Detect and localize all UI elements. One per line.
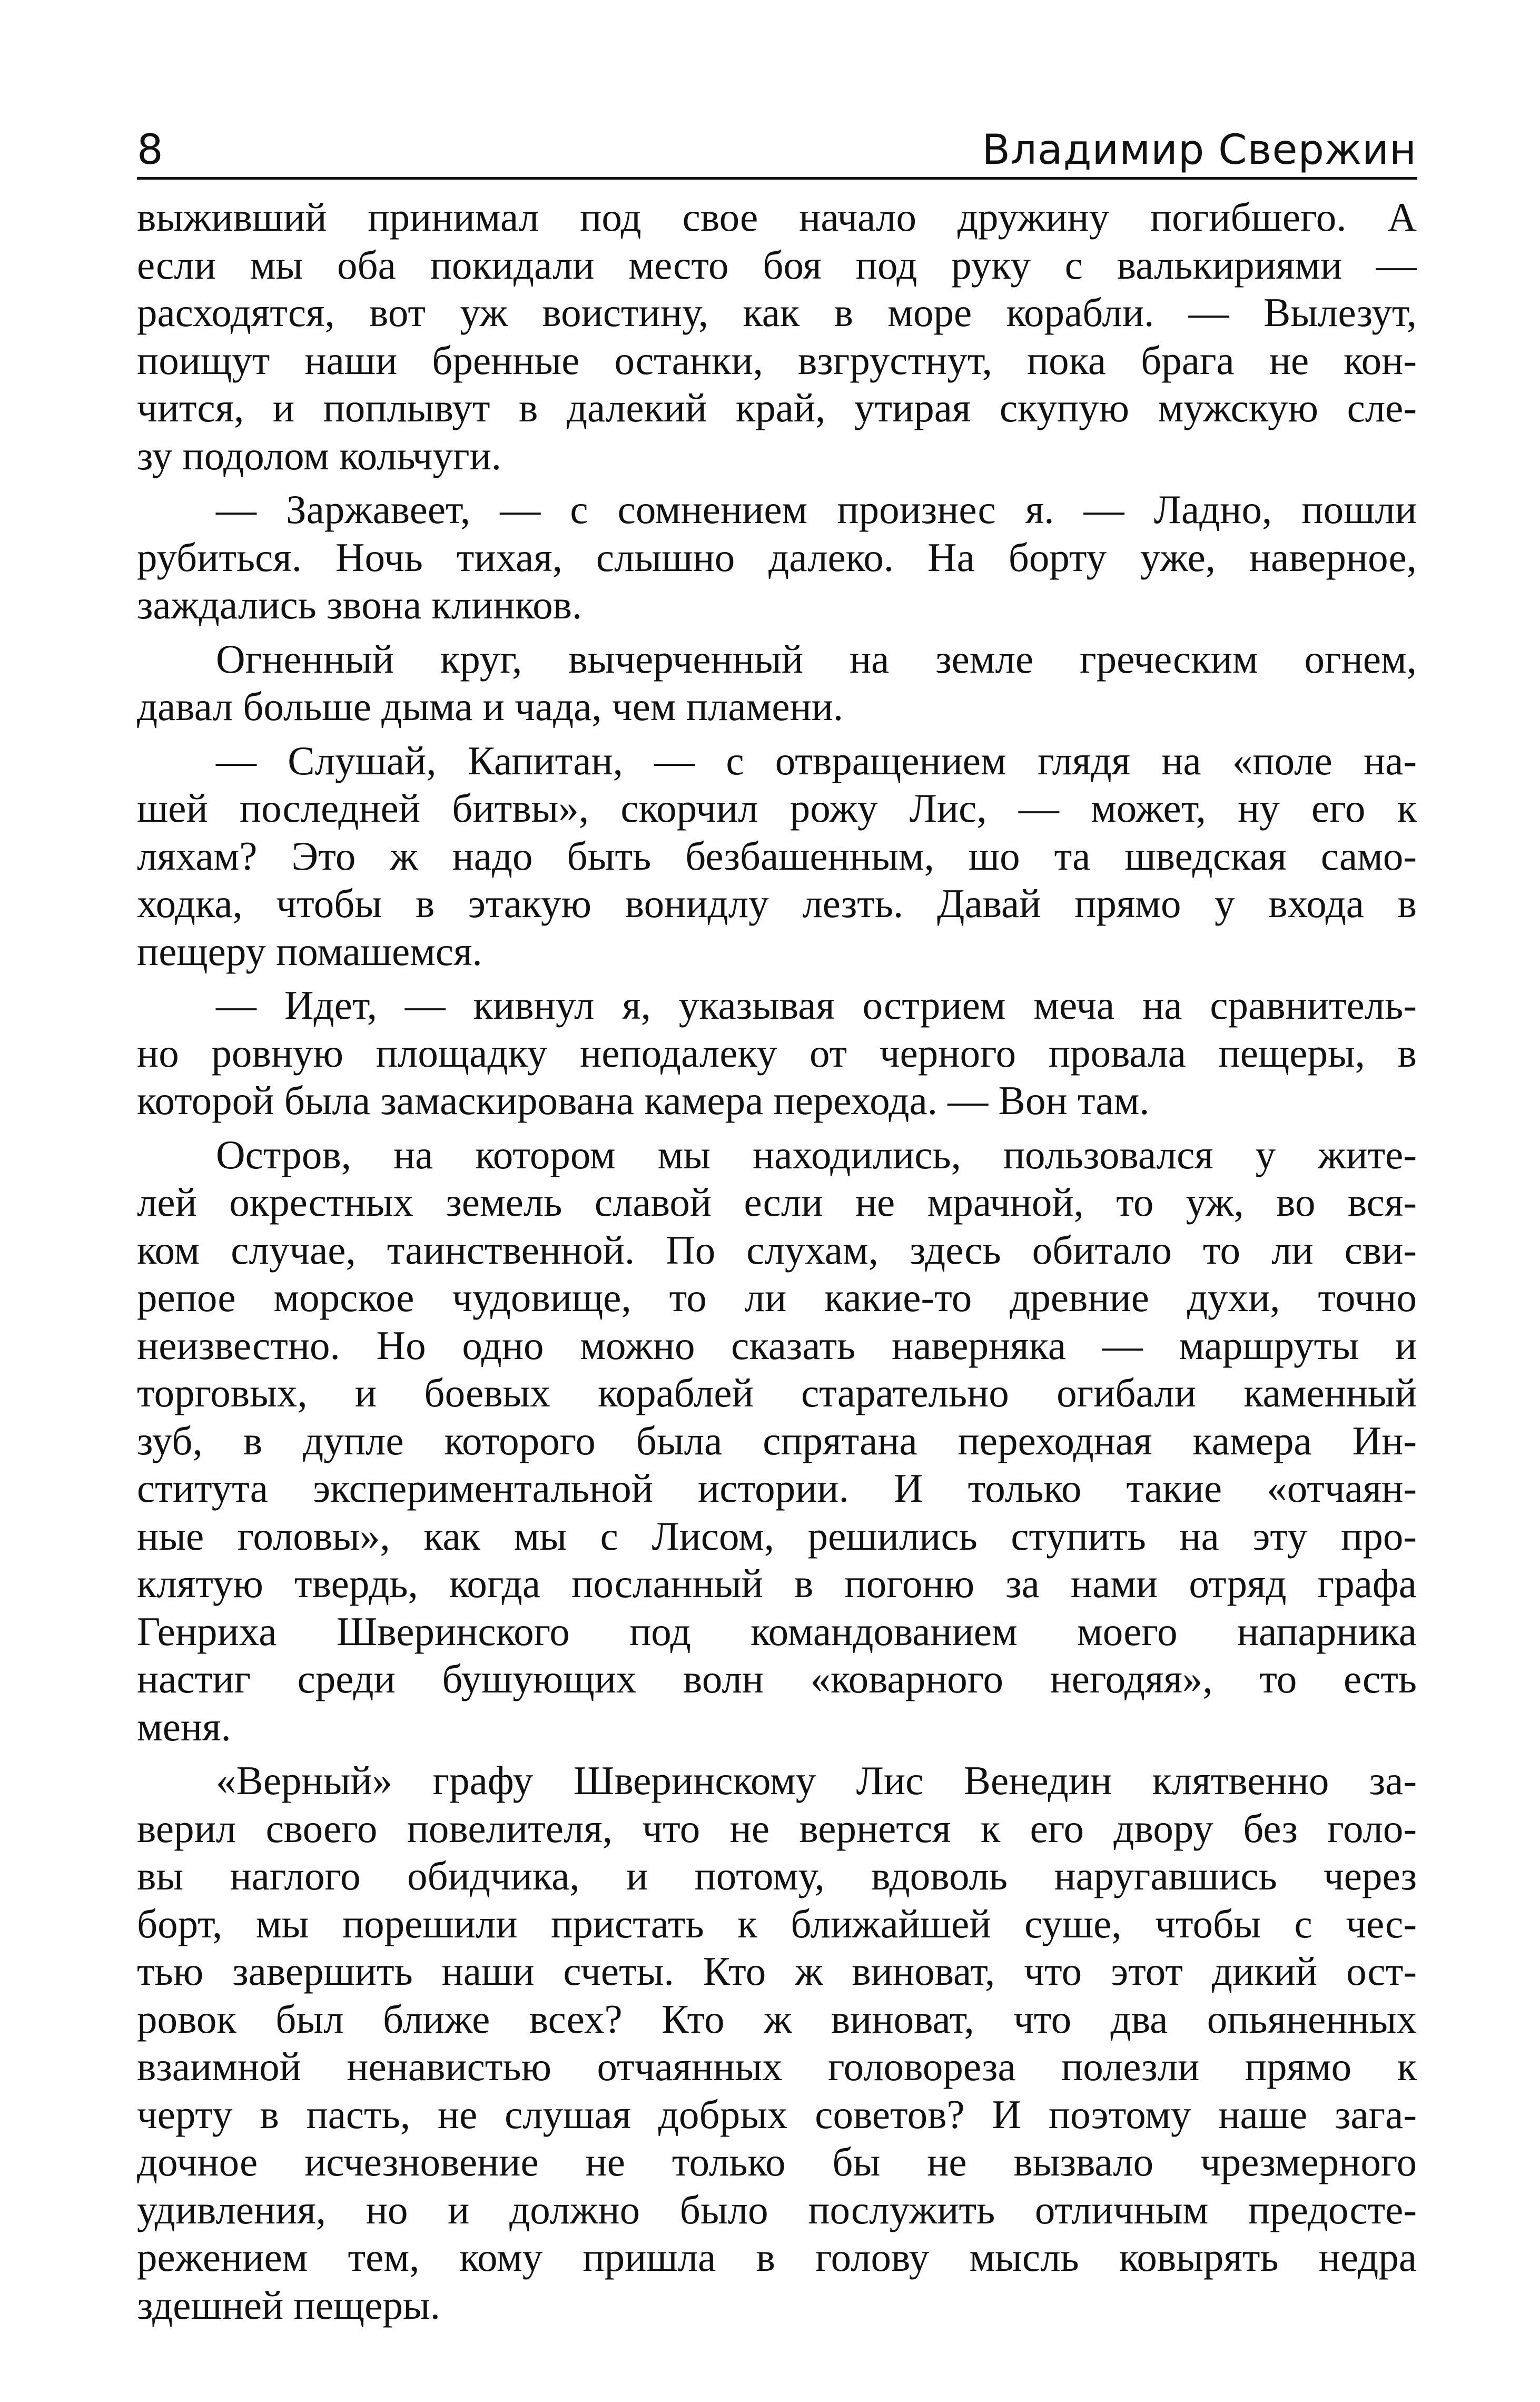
text-line: ститута экспериментальной истории. И только такие «отчаян- xyxy=(137,1465,1417,1511)
text-line: режением тем, кому пришла в голову мысль ковырять недра xyxy=(137,2234,1417,2280)
text-line: борт, мы порешили пристать к ближайшей суше, чтобы с чес- xyxy=(137,1901,1417,1946)
text-line: но ровную площадку неподалеку от черного провала пещеры, в xyxy=(137,1030,1417,1076)
text-line: настиг среди бушующих волн «коварного негодяя», то есть xyxy=(137,1656,1417,1701)
text-line: здешней пещеры. xyxy=(137,2282,440,2328)
text-line: верил своего повелителя, что не вернется к его двору без голо- xyxy=(137,1805,1417,1851)
text-line: ходка, чтобы в этакую вонидлу лезть. Давай прямо у входа в xyxy=(137,881,1417,926)
body-text xyxy=(137,193,1417,2329)
book-page xyxy=(137,126,1417,2335)
text-line: — Заржавеет, — с сомнением произнес я. — Ладно, пошли xyxy=(216,487,1417,532)
text-line: рубиться. Ночь тихая, слышно далеко. На борту уже, наверное, xyxy=(137,534,1417,580)
text-line: «Верный» графу Шверинскому Лис Венедин клятвенно за- xyxy=(216,1758,1417,1803)
text-line: Генриха Шверинского под командованием моего напарника xyxy=(137,1608,1417,1654)
text-line: шей последней битвы», скорчил рожу Лис, — может, ну его к xyxy=(137,785,1417,831)
text-line: ные головы», как мы с Лисом, решились ступить на эту про- xyxy=(137,1513,1417,1559)
paragraph xyxy=(137,1131,1417,1751)
text-line: пещеру помашемся. xyxy=(137,928,482,974)
text-line: черту в пасть, не слушая добрых советов? И поэтому наше зага- xyxy=(137,2091,1417,2137)
text-line: ровок был ближе всех? Кто ж виноват, что два опьяненных xyxy=(137,1996,1417,2042)
text-line: ляхам? Это ж надо быть безбашенным, шо та шведская само- xyxy=(137,833,1417,879)
page-number: 8 xyxy=(137,126,164,174)
running-head xyxy=(137,126,1417,180)
text-line: меня. xyxy=(137,1704,231,1749)
text-line: вы наглого обидчика, и потому, вдоволь наругавшись через xyxy=(137,1853,1417,1898)
text-line: поищут наши бренные останки, взгрустнут, пока брага не кон- xyxy=(137,337,1417,383)
text-line: давал больше дыма и чада, чем пламени. xyxy=(137,684,844,729)
text-line: Остров, на котором мы находились, пользовался у жите- xyxy=(216,1131,1417,1177)
paragraph xyxy=(137,635,1417,731)
paragraph xyxy=(137,193,1417,479)
paragraph xyxy=(137,737,1417,976)
text-line: клятую твердь, когда посланный в погоню за нами отряд графа xyxy=(137,1561,1417,1606)
text-line: Огненный круг, вычерченный на земле греческим огнем, xyxy=(216,636,1417,682)
paragraph xyxy=(137,981,1417,1125)
text-line: ком случае, таинственной. По слухам, здесь обитало то ли сви- xyxy=(137,1227,1417,1273)
text-line: удивления, но и должно было послужить отличным предосте- xyxy=(137,2187,1417,2232)
text-line: репое морское чудовище, то ли какие-то древние духи, точно xyxy=(137,1275,1417,1320)
text-line: зуб, в дупле которого была спрятана переходная камера Ин- xyxy=(137,1417,1417,1463)
text-line: — Слушай, Капитан, — с отвращением глядя на «поле на- xyxy=(216,737,1417,783)
text-line: выживший принимал под свое начало дружину погибшего. А xyxy=(137,194,1417,240)
running-head-author: Владимир Свержин xyxy=(982,126,1417,174)
text-line: если мы оба покидали место боя под руку с валькириями — xyxy=(137,242,1417,288)
paragraph xyxy=(137,486,1417,629)
text-line: — Идет, — кивнул я, указывая острием меча на сравнитель- xyxy=(216,982,1417,1028)
text-line: торговых, и боевых кораблей старательно огибали каменный xyxy=(137,1370,1417,1415)
text-line: заждались звона клинков. xyxy=(137,582,583,627)
text-line: неизвестно. Но одно можно сказать наверняка — маршруты и xyxy=(137,1322,1417,1368)
text-line: расходятся, вот уж воистину, как в море корабли. — Вылезут, xyxy=(137,290,1417,335)
text-line: дочное исчезновение не только бы не вызвало чрезмерного xyxy=(137,2139,1417,2184)
paragraph xyxy=(137,1757,1417,2329)
text-line: которой была замаскирована камера перехода. — Вон там. xyxy=(137,1078,1150,1123)
text-line: взаимной ненавистью отчаянных головореза полезли прямо к xyxy=(137,2044,1417,2089)
text-line: тью завершить наши счеты. Кто ж виноват, что этот дикий ост- xyxy=(137,1948,1417,1994)
text-line: чится, и поплывут в далекий край, утирая скупую мужскую сле- xyxy=(137,385,1417,430)
text-line: зу подолом кольчуги. xyxy=(137,432,502,478)
text-line: лей окрестных земель славой если не мрачной, то уж, во вся- xyxy=(137,1179,1417,1225)
